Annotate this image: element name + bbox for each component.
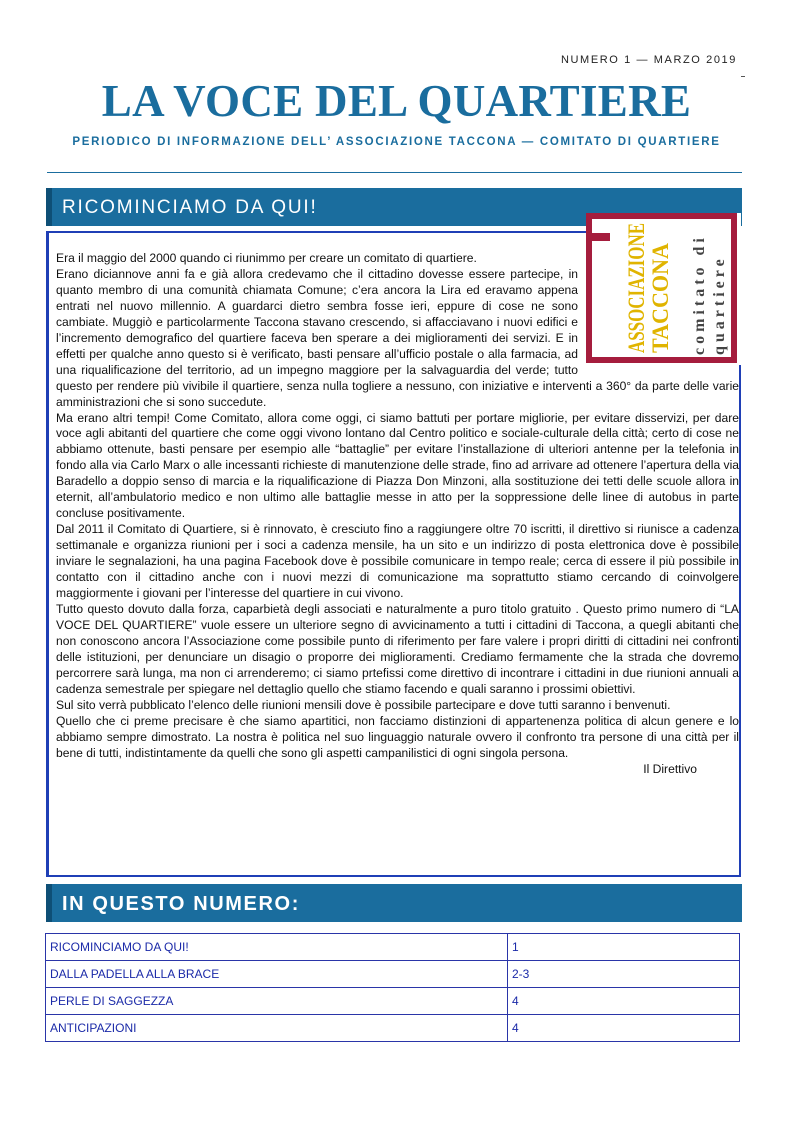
table-row [46,934,740,961]
toc-page: 4 [508,988,740,1015]
article-paragraph: Dal 2011 il Comitato di Quartiere, si è rinnovato, è cresciuto fino a raggiungere oltre 70 iscritti, il direttivo si riunisce a cadenza settimanale e organizza riunioni per i soci a cadenza mensile, ha un sito e un indirizzo di posta elettronica dove è possibile inviare le segnalazioni, ha una pagina Facebook dove è possibile comunicare in tempo reale; cerca di essere il più possibile in contatto con il cittadino anche con i nuovi mezzi di comunicazione ma soprattutto stiamo cercando di coinvolgere maggiormente i giovani per l’interesse del quartiere in cui vivono. [56,522,739,601]
article-paragraph: Quello che ci preme precisare è che siamo apartitici, non facciamo distinzioni di appartenenza politica di alcun genere e lo abbiamo sempre dimostrato. La nostra è politica nel suo linguaggio naturale ovvero il confronto tra persone di una città per il bene di tutti, indistintamente da quelli che sono gli aspetti campanilistici di ogni singola persona. [56,713,739,760]
toc-title: RICOMINCIAMO DA QUI! [46,934,508,961]
band-accent [46,188,52,226]
toc-page: 1 [508,934,740,961]
table-row [46,961,740,988]
logo-graphic [586,213,741,365]
band-accent [46,884,52,922]
logo-line4: quartiere [711,255,728,355]
article-box [46,213,741,877]
logo-line3: comitato di [691,234,708,355]
toc-heading: IN QUESTO NUMERO: [62,893,300,915]
article-heading: RICOMINCIAMO DA QUI! [62,197,318,218]
logo-line2: TACCONA [648,238,673,353]
article-signature: Il Direttivo [643,761,697,776]
toc-title: PERLE DI SAGGEZZA [46,988,508,1015]
article-paragraph: Tutto questo dovuto dalla forza, caparbietà degli associati e naturalmente a puro titolo gratuito . Questo primo numero di “LA VOCE DEL QUARTIERE” vuole essere un ulteriore segno di avvicinamento a tutti i cittadini di Taccona, a quegli abitanti che non conoscono ancora l’Associazione come possibile punto di riferimento per fare valere i propri diritti di cittadini nei confronti delle istituzioni, per denunciare un disagio o proporre dei miglioramenti. Crediamo fermamente che la strada che dovremo percorrere sarà lunga, ma non ci arrenderemo; ci siamo prtefissi come direttivo di incontrare i cittadini in due riunioni annuali a cadenza semestrale per spiegare nel dettaglio quello che stiamo facendo e quali saranno i prossimi obiettivi. [56,601,739,696]
toc-page: 4 [508,1015,740,1042]
toc-heading-band [46,884,742,922]
logo-line1: ASSOCIAZIONE [624,213,649,353]
association-logo [586,213,741,365]
article-paragraph: Sul sito verrà pubblicato l’elenco delle riunioni mensili dove è possibile partecipare e dove tutti saranno i benvenuti. [56,697,671,712]
article-body [56,213,740,777]
article-paragraph: Erano diciannove anni fa e già allora credevamo che il cittadino dovesse essere partecipe, in quanto membro di una comunità chiamata Comune; c’era ancora la Lira ed eravamo appena entrati nel nuovo millennio. A guardarci dietro sembra fosse ieri, eppure di cose ne sono cambiate. Muggiò e particolarmente Taccona stavano crescendo, si affacciavano i nuovi edifici e l’incremento demografico del quartiere faceva ben sperare a dei miglioramenti dei servizi. E in effetti per qualche anno questo si è verificato, basti pensare all’ufficio postale o alla farmacia, ad una riqualificazione del territorio, ad un impegno maggiore per la salvaguardia del verde; tutto questo per rendere più vivibile il quartiere, senza nulla togliere a nessuno, con iniziative e interventi a 360° da parte delle varie amministrazioni che si sono succedute. [56,266,739,409]
toc-page: 2-3 [508,961,740,988]
article-paragraph: Era il maggio del 2000 quando ci riunimmo per creare un comitato di quartiere. [56,251,477,265]
toc-table [45,933,740,1042]
article-paragraph: Ma erano altri tempi! Come Comitato, allora come oggi, ci siamo battuti per portare migliorie, per evitare disservizi, per dare voce agli abitanti del quartiere che come oggi vivono lontano dal Centro politico e sociale-culturale della città; certo di cose ne abbiamo ottenute, basti pensare per esempio alle “battaglie” per evitare l’installazione di ulteriori antenne per la telefonia in fondo alla via Carlo Marx o alle incessanti richieste di manutenzione delle strade, fino ad arrivare ad ottenere l’apertura della via Baradello a doppio senso di marcia e la riqualificazione di Piazza Don Minzoni, alla sostituzione dei tetti delle scuole allora in eternit, all’ambulatorio medico e non ultimo alle battaglie messe in atto per la soppressione delle linee di autobus in parte concluse positivamente. [56,410,740,521]
toc-title: DALLA PADELLA ALLA BRACE [46,961,508,988]
header-rule [47,172,742,173]
toc-title: ANTICIPAZIONI [46,1015,508,1042]
issue-date: NUMERO 1 — MARZO 2019 [560,54,737,66]
table-row [46,988,740,1015]
table-row [46,1015,740,1042]
masthead-subtitle: PERIODICO DI INFORMAZIONE DELL’ ASSOCIAZIONE TACCONA — COMITATO DI QUARTIERE [72,136,721,148]
masthead-title: LA VOCE DEL QUARTIERE [101,76,692,126]
